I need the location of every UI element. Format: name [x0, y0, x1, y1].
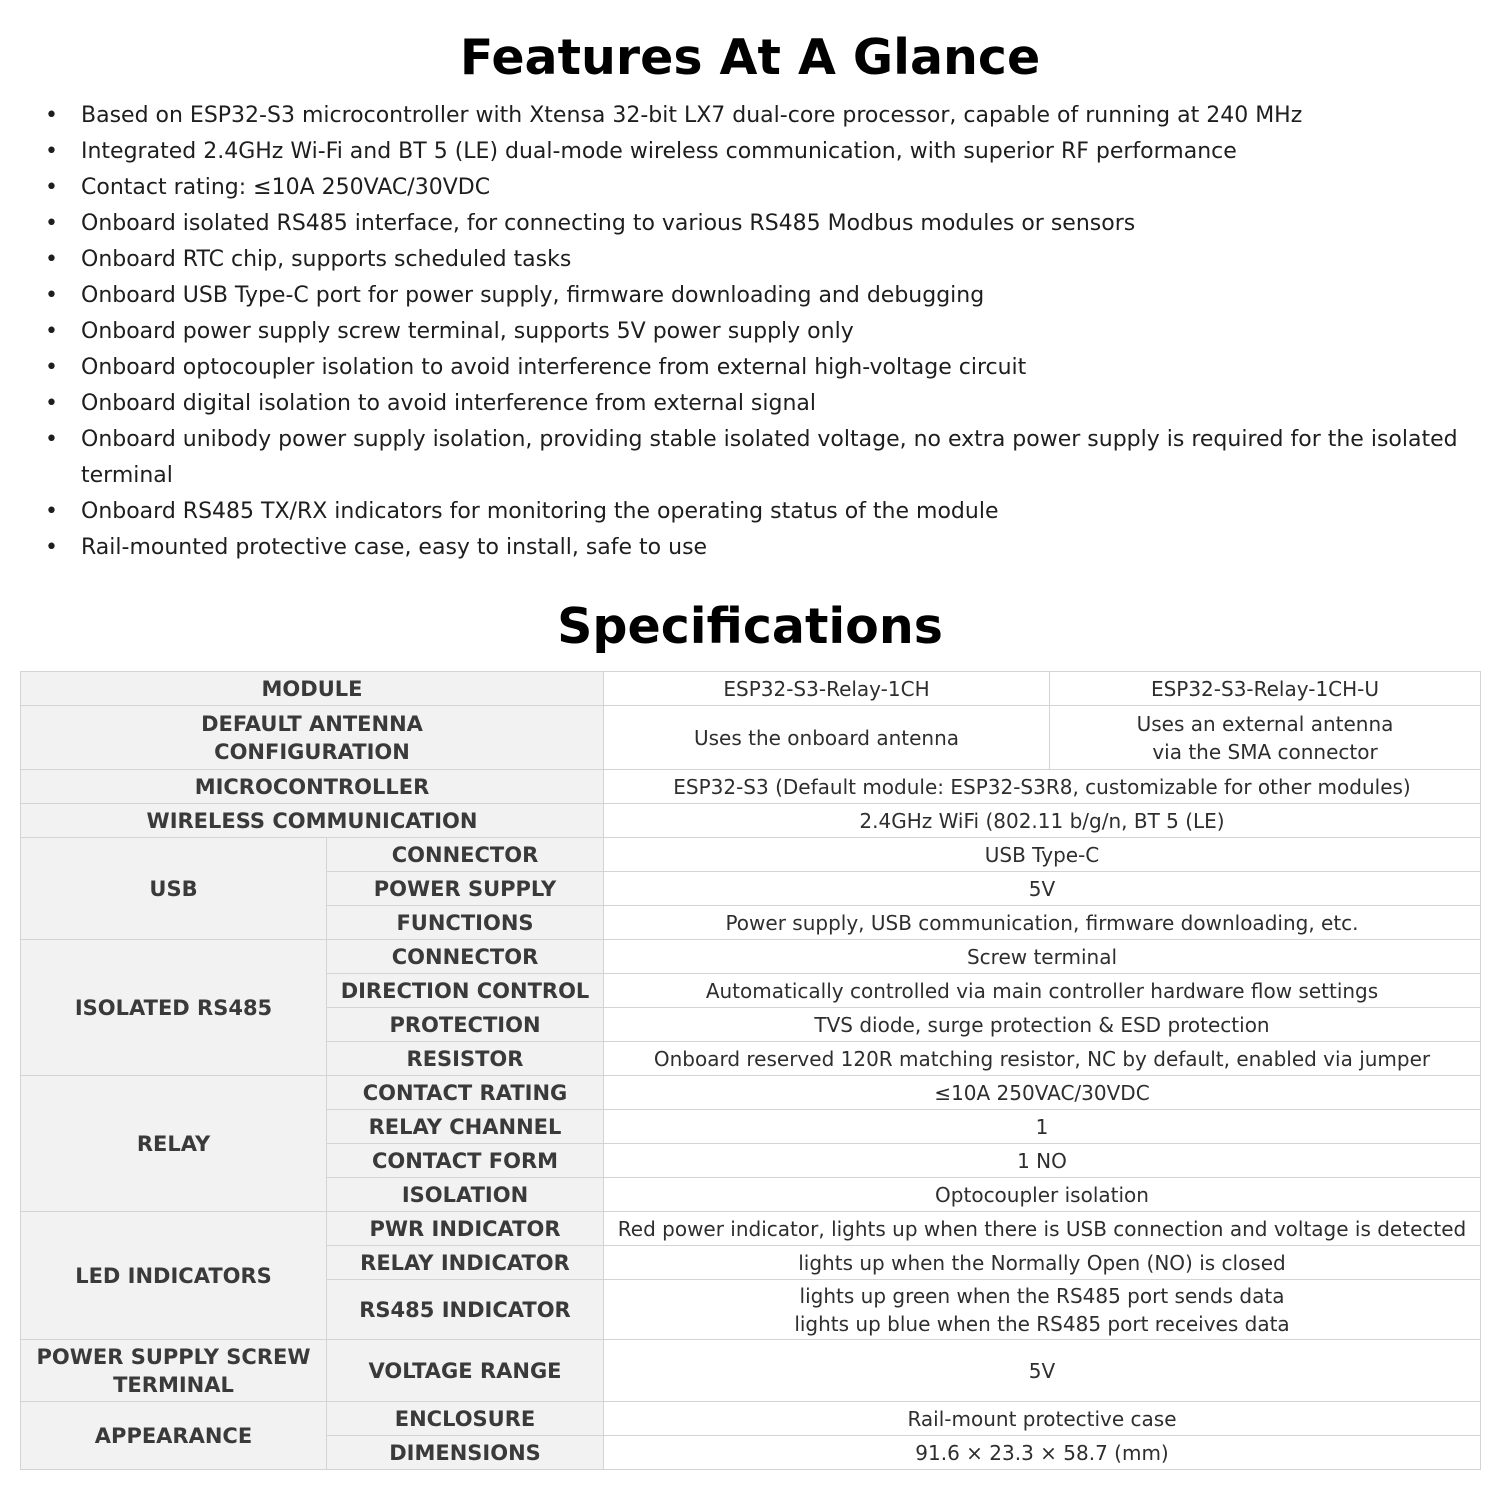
rs485-connector-label: CONNECTOR: [327, 940, 604, 974]
led-pwr-label: PWR INDICATOR: [327, 1212, 604, 1246]
rs485-protection-label: PROTECTION: [327, 1008, 604, 1042]
microcontroller-label: MICROCONTROLLER: [21, 770, 604, 804]
usb-label: USB: [21, 838, 327, 940]
feature-text: Integrated 2.4GHz Wi-Fi and BT 5 (LE) dual-mode wireless communication, with superior RF performance: [81, 139, 1237, 164]
enclosure-value: Rail-mount protective case: [604, 1402, 1481, 1436]
list-item: [0, 314, 1500, 350]
antenna-variant-b-line1: Uses an external antenna: [1136, 711, 1394, 736]
table-row: [21, 706, 1481, 770]
table-row: [21, 1402, 1481, 1436]
relay-rating-label: CONTACT RATING: [327, 1076, 604, 1110]
list-item: [0, 422, 1500, 494]
list-item: [0, 134, 1500, 170]
feature-text: Onboard USB Type-C port for power supply, firmware downloading and debugging: [81, 283, 985, 308]
specifications-table: [20, 671, 1481, 1470]
list-item: [0, 206, 1500, 242]
features-list: [0, 98, 1500, 566]
module-variant-a: ESP32-S3-Relay-1CH: [604, 672, 1050, 706]
rs485-resistor-label: RESISTOR: [327, 1042, 604, 1076]
voltage-range-label: VOLTAGE RANGE: [327, 1340, 604, 1402]
table-row: [21, 1212, 1481, 1246]
antenna-label-line2: CONFIGURATION: [214, 739, 410, 764]
led-rs485-value: [604, 1280, 1481, 1340]
usb-power-value: 5V: [604, 872, 1481, 906]
module-variant-b: ESP32-S3-Relay-1CH-U: [1050, 672, 1481, 706]
table-row: [21, 838, 1481, 872]
bullet-icon: •: [45, 247, 58, 272]
led-relay-label: RELAY INDICATOR: [327, 1246, 604, 1280]
led-rs485-label: RS485 INDICATOR: [327, 1280, 604, 1340]
bullet-icon: •: [45, 283, 58, 308]
wireless-label: WIRELESS COMMUNICATION: [21, 804, 604, 838]
bullet-icon: •: [45, 103, 58, 128]
antenna-label: [21, 706, 604, 770]
relay-rating-value: ≤10A 250VAC/30VDC: [604, 1076, 1481, 1110]
relay-form-label: CONTACT FORM: [327, 1144, 604, 1178]
table-row: [21, 1076, 1481, 1110]
list-item: [0, 494, 1500, 530]
relay-label: RELAY: [21, 1076, 327, 1212]
list-item: [0, 98, 1500, 134]
table-row: [21, 1340, 1481, 1402]
rs485-resistor-value: Onboard reserved 120R matching resistor, NC by default, enabled via jumper: [604, 1042, 1481, 1076]
list-item: [0, 530, 1500, 566]
microcontroller-value: ESP32-S3 (Default module: ESP32-S3R8, customizable for other modules): [604, 770, 1481, 804]
antenna-variant-b: [1050, 706, 1481, 770]
module-label: MODULE: [21, 672, 604, 706]
rs485-connector-value: Screw terminal: [604, 940, 1481, 974]
bullet-icon: •: [45, 535, 58, 560]
feature-text: Onboard isolated RS485 interface, for connecting to various RS485 Modbus modules or sensors: [81, 211, 1136, 236]
specifications-title: Specifications: [557, 598, 943, 655]
rs485-protection-value: TVS diode, surge protection & ESD protection: [604, 1008, 1481, 1042]
list-item: [0, 386, 1500, 422]
led-relay-value: lights up when the Normally Open (NO) is closed: [604, 1246, 1481, 1280]
led-rs485-line1: lights up green when the RS485 port sends data: [799, 1283, 1285, 1308]
power-terminal-label-line1: POWER SUPPLY SCREW: [36, 1344, 311, 1369]
led-pwr-value: Red power indicator, lights up when there is USB connection and voltage is detected: [604, 1212, 1481, 1246]
bullet-icon: •: [45, 355, 58, 380]
feature-text: Onboard RS485 TX/RX indicators for monitoring the operating status of the module: [81, 499, 999, 524]
appearance-label: APPEARANCE: [21, 1402, 327, 1470]
led-label: LED INDICATORS: [21, 1212, 327, 1340]
feature-text: Onboard unibody power supply isolation, providing stable isolated voltage, no extra power supply is required for the isolated terminal: [81, 427, 1458, 488]
enclosure-label: ENCLOSURE: [327, 1402, 604, 1436]
antenna-label-line1: DEFAULT ANTENNA: [201, 711, 423, 736]
usb-connector-value: USB Type-C: [604, 838, 1481, 872]
feature-text: Rail-mounted protective case, easy to install, safe to use: [81, 535, 708, 560]
bullet-icon: •: [45, 391, 58, 416]
led-rs485-line2: lights up blue when the RS485 port receives data: [794, 1311, 1290, 1336]
power-terminal-label-line2: TERMINAL: [113, 1372, 234, 1397]
antenna-variant-a: Uses the onboard antenna: [604, 706, 1050, 770]
list-item: [0, 242, 1500, 278]
rs485-direction-value: Automatically controlled via main controller hardware flow settings: [604, 974, 1481, 1008]
bullet-icon: •: [45, 175, 58, 200]
relay-channel-label: RELAY CHANNEL: [327, 1110, 604, 1144]
usb-functions-label: FUNCTIONS: [327, 906, 604, 940]
usb-connector-label: CONNECTOR: [327, 838, 604, 872]
table-row: [21, 770, 1481, 804]
feature-text: Based on ESP32-S3 microcontroller with Xtensa 32-bit LX7 dual-core processor, capable of running at 240 MHz: [81, 103, 1303, 128]
list-item: [0, 170, 1500, 206]
relay-channel-value: 1: [604, 1110, 1481, 1144]
rs485-label: ISOLATED RS485: [21, 940, 327, 1076]
feature-text: Onboard RTC chip, supports scheduled tasks: [81, 247, 572, 272]
table-row: [21, 804, 1481, 838]
voltage-range-value: 5V: [604, 1340, 1481, 1402]
table-row: [21, 672, 1481, 706]
feature-text: Onboard digital isolation to avoid interference from external signal: [81, 391, 817, 416]
power-terminal-label: [21, 1340, 327, 1402]
bullet-icon: •: [45, 319, 58, 344]
dimensions-value: 91.6 × 23.3 × 58.7 (mm): [604, 1436, 1481, 1470]
rs485-direction-label: DIRECTION CONTROL: [327, 974, 604, 1008]
bullet-icon: •: [45, 499, 58, 524]
list-item: [0, 278, 1500, 314]
bullet-icon: •: [45, 139, 58, 164]
relay-isolation-label: ISOLATION: [327, 1178, 604, 1212]
bullet-icon: •: [45, 211, 58, 236]
feature-text: Onboard power supply screw terminal, supports 5V power supply only: [81, 319, 854, 344]
bullet-icon: •: [45, 427, 58, 452]
feature-text: Onboard optocoupler isolation to avoid interference from external high-voltage circuit: [81, 355, 1027, 380]
feature-text: Contact rating: ≤10A 250VAC/30VDC: [81, 175, 491, 200]
antenna-variant-b-line2: via the SMA connector: [1152, 739, 1378, 764]
relay-isolation-value: Optocoupler isolation: [604, 1178, 1481, 1212]
dimensions-label: DIMENSIONS: [327, 1436, 604, 1470]
usb-power-label: POWER SUPPLY: [327, 872, 604, 906]
table-row: [21, 940, 1481, 974]
usb-functions-value: Power supply, USB communication, firmware downloading, etc.: [604, 906, 1481, 940]
features-title: Features At A Glance: [459, 29, 1041, 86]
relay-form-value: 1 NO: [604, 1144, 1481, 1178]
wireless-value: 2.4GHz WiFi (802.11 b/g/n, BT 5 (LE): [604, 804, 1481, 838]
list-item: [0, 350, 1500, 386]
